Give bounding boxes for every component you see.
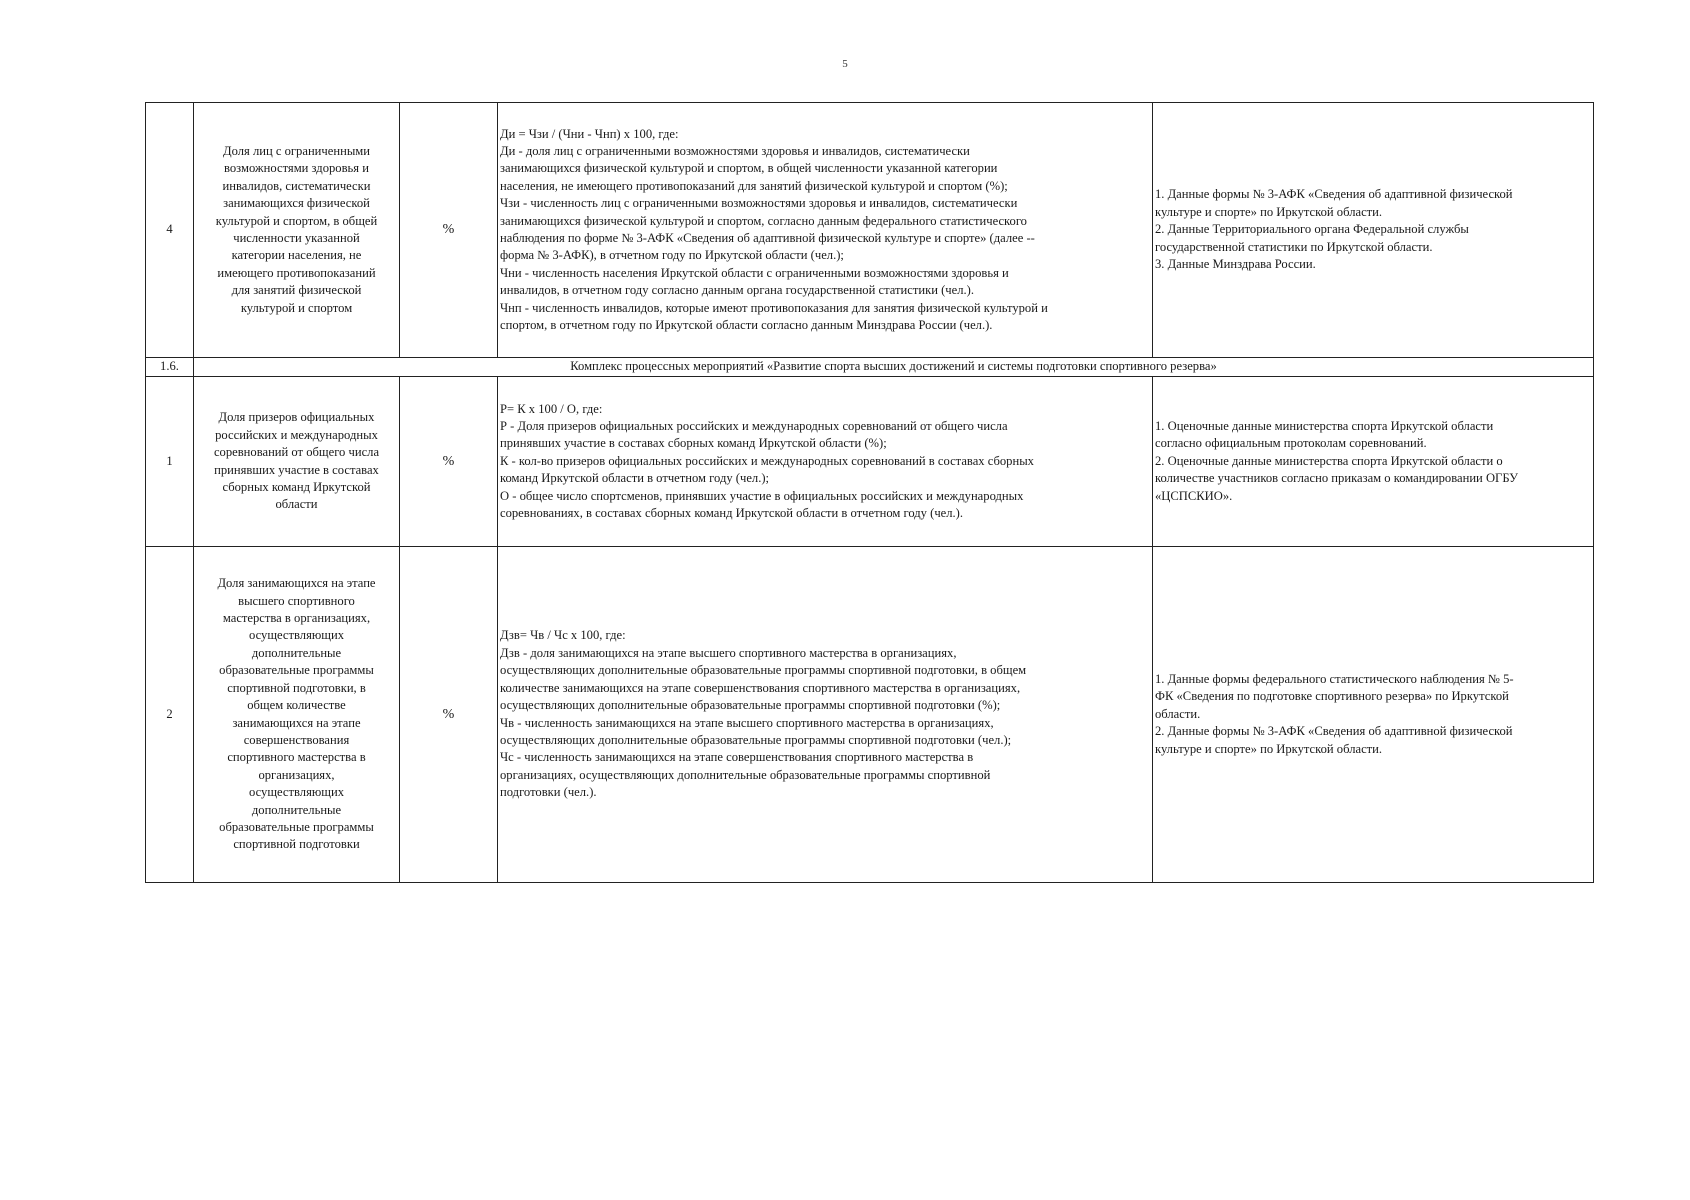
text-line: культуре и спорте» по Иркутской области. xyxy=(1155,741,1383,756)
text-line: спортивного мастерства в xyxy=(227,750,366,765)
text-line: К - кол-во призеров официальных российских и международных соревнований в составах сборных xyxy=(500,453,1034,468)
text-line: Дзв - доля занимающихся на этапе высшего спортивного мастерства в организациях, xyxy=(500,645,957,660)
indicators-table xyxy=(145,102,1594,883)
unit-cell: % xyxy=(400,547,498,883)
text-line: культурой и спортом, в общей xyxy=(215,213,378,228)
section-number: 1.6. xyxy=(146,358,194,377)
text-line: «ЦСПСКИО». xyxy=(1155,488,1233,503)
indicator-name xyxy=(194,547,400,883)
data-source xyxy=(1153,377,1594,547)
calculation-method xyxy=(498,377,1153,547)
row-number: 1 xyxy=(146,377,194,547)
text-line: осуществляющих дополнительные образовательные программы спортивной подготовки (%); xyxy=(500,698,1001,713)
indicator-name xyxy=(194,103,400,358)
unit-cell: % xyxy=(400,103,498,358)
text-line: совершенствования xyxy=(243,732,350,747)
text-line: 2. Оценочные данные министерства спорта Иркутской области о xyxy=(1155,453,1503,468)
row-number: 4 xyxy=(146,103,194,358)
text-line: 3. Данные Минздрава России. xyxy=(1155,257,1316,272)
calculation-method xyxy=(498,547,1153,883)
text-line: образовательные программы xyxy=(219,819,374,834)
text-line: осуществляющих дополнительные образовательные программы спортивной подготовки (чел.); xyxy=(500,732,1012,747)
text-line: 2. Данные Территориального органа Федеральной службы xyxy=(1155,222,1469,237)
text-line: 1. Оценочные данные министерства спорта Иркутской области xyxy=(1155,418,1494,433)
text-line: инвалидов, в отчетном году согласно данным органа государственной статистики (чел.). xyxy=(500,283,974,298)
text-line: Доля лиц с ограниченными xyxy=(223,143,370,158)
text-line: занимающихся физической культурой и спортом, в общей численности указанной категории xyxy=(500,161,998,176)
text-line: возможностями здоровья и xyxy=(224,161,369,176)
text-line: мастерства в организациях, xyxy=(222,611,371,626)
text-line: количестве занимающихся на этапе совершенствования спортивного мастерства в организациях, xyxy=(500,680,1021,695)
text-line: О - общее число спортсменов, принявших участие в официальных российских и международных xyxy=(500,488,1024,503)
text-line: ФК «Сведения по подготовке спортивного резерва» по Иркутской xyxy=(1155,689,1509,704)
text-line: форма № 3-АФК), в отчетном году по Иркутской области (чел.); xyxy=(500,248,844,263)
text-line: Чнп - численность инвалидов, которые имеют противопоказания для занятия физической культурой и xyxy=(500,300,1048,315)
text-line: образовательные программы xyxy=(219,663,374,678)
text-line: подготовки (чел.). xyxy=(500,785,597,800)
text-line: Дзв= Чв / Чс х 100, где: xyxy=(500,628,626,643)
text-line: количестве участников согласно приказам о командировании ОГБУ xyxy=(1155,471,1519,486)
text-line: имеющего противопоказаний xyxy=(217,265,376,280)
indicator-name xyxy=(194,377,400,547)
text-line: российских и международных xyxy=(215,427,378,442)
text-line: занимающихся физической xyxy=(223,196,370,211)
calculation-method xyxy=(498,103,1153,358)
text-line: соревнований от общего числа xyxy=(213,445,380,460)
text-line: соревнованиях, в составах сборных команд Иркутской области в отчетном году (чел.). xyxy=(500,506,964,521)
text-line: принявших участие в составах xyxy=(214,462,379,477)
text-line: государственной статистики по Иркутской области. xyxy=(1155,239,1433,254)
text-line: общем количестве xyxy=(247,698,346,713)
text-line: Р - Доля призеров официальных российских и международных соревнований от общего числа xyxy=(500,418,1008,433)
text-line: области. xyxy=(1155,706,1201,721)
text-line: Р= К х 100 / О, где: xyxy=(500,401,603,416)
text-line: занимающихся на этапе xyxy=(232,715,361,730)
text-line: спортивной подготовки, в xyxy=(227,680,366,695)
text-line: сборных команд Иркутской xyxy=(222,479,371,494)
text-line: инвалидов, систематически xyxy=(222,178,371,193)
text-line: 1. Данные формы № 3-АФК «Сведения об адаптивной физической xyxy=(1155,187,1513,202)
text-line: наблюдения по форме № 3-АФК «Сведения об адаптивной физической культуре и спорте» (далее -- xyxy=(500,231,1035,245)
text-line: осуществляющих xyxy=(248,785,345,800)
text-line: спортом, в отчетном году по Иркутской области согласно данным Минздрава России (чел.). xyxy=(500,318,993,333)
text-line: Чни - численность населения Иркутской области с ограниченными возможностями здоровья и xyxy=(500,265,1009,280)
table-row xyxy=(146,377,1594,547)
text-line: Чв - численность занимающихся на этапе высшего спортивного мастерства в организациях, xyxy=(500,715,994,730)
text-line: численности указанной xyxy=(233,231,360,245)
text-line: высшего спортивного xyxy=(238,593,355,608)
text-line: осуществляющих дополнительные образовательные программы спортивной подготовки, в общем xyxy=(500,663,1027,678)
text-line: Ди - доля лиц с ограниченными возможностями здоровья и инвалидов, систематически xyxy=(500,143,970,158)
text-line: культуре и спорте» по Иркутской области. xyxy=(1155,204,1383,219)
text-line: населения, не имеющего противопоказаний для занятий физической культурой и спортом (%); xyxy=(500,178,1008,193)
unit-cell: % xyxy=(400,377,498,547)
text-line: Ди = Чзи / (Чни - Чнп) х 100, где: xyxy=(500,126,679,141)
text-line: дополнительные xyxy=(251,802,342,817)
text-line: принявших участие в составах сборных команд Иркутской области (%); xyxy=(500,436,887,451)
text-line: осуществляющих xyxy=(248,628,345,643)
section-title: Комплекс процессных мероприятий «Развитие спорта высших достижений и системы подготовки спортивного резерва» xyxy=(194,358,1594,377)
text-line: дополнительные xyxy=(251,645,342,660)
data-source xyxy=(1153,103,1594,358)
text-line: 2. Данные формы № 3-АФК «Сведения об адаптивной физической xyxy=(1155,724,1513,739)
text-line: Доля призеров официальных xyxy=(218,410,375,425)
text-line: области xyxy=(275,497,318,512)
text-line: 1. Данные формы федерального статистического наблюдения № 5- xyxy=(1155,671,1514,686)
text-line: Доля занимающихся на этапе xyxy=(217,576,376,591)
text-line: команд Иркутской области в отчетном году (чел.); xyxy=(500,471,770,486)
text-line: культурой и спортом xyxy=(240,300,353,315)
text-line: занимающихся физической культурой и спортом, согласно данным федерального статистического xyxy=(500,213,1027,228)
text-line: Чс - численность занимающихся на этапе совершенствования спортивного мастерства в xyxy=(500,750,974,765)
data-source xyxy=(1153,547,1594,883)
text-line: категории населения, не xyxy=(231,248,362,263)
page-number: 5 xyxy=(842,58,848,70)
text-line: согласно официальным протоколам соревнований. xyxy=(1155,436,1427,451)
text-line: организациях, xyxy=(258,767,335,782)
row-number: 2 xyxy=(146,547,194,883)
text-line: спортивной подготовки xyxy=(233,837,360,852)
text-line: Чзи - численность лиц с ограниченными возможностями здоровья и инвалидов, систематически xyxy=(500,196,1018,211)
table-row xyxy=(146,547,1594,883)
section-row xyxy=(146,358,1594,377)
text-line: для занятий физической xyxy=(231,283,362,298)
text-line: организациях, осуществляющих дополнительные образовательные программы спортивной xyxy=(500,767,991,782)
table-row xyxy=(146,103,1594,358)
